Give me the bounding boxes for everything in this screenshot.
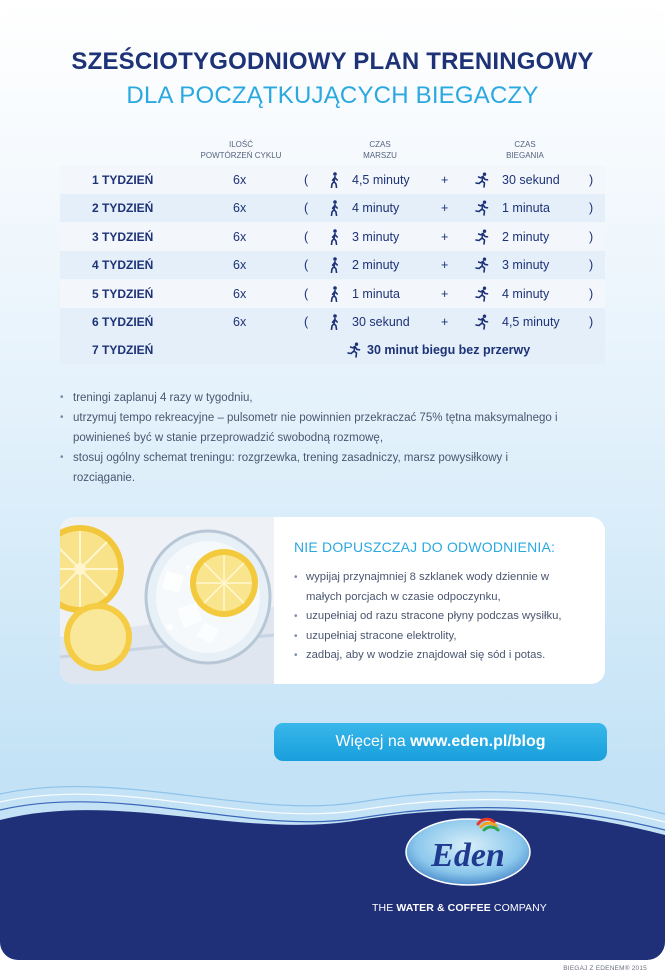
week-label: 3 TYDZIEŃ bbox=[92, 229, 154, 244]
hydration-title: NIE DOPUSZCZAJ DO ODWODNIENIA: bbox=[294, 539, 556, 555]
plus-sign: + bbox=[441, 173, 449, 187]
week-label: 5 TYDZIEŃ bbox=[92, 286, 154, 301]
week-label: 4 TYDZIEŃ bbox=[92, 258, 154, 273]
run-time: 3 minuty bbox=[502, 258, 550, 273]
water-glass-lemon-photo bbox=[60, 517, 274, 684]
walking-person-icon bbox=[328, 314, 342, 333]
week-label: 6 TYDZIEŃ bbox=[92, 314, 154, 329]
table-row bbox=[60, 223, 605, 251]
column-header-reps: ILOŚĆ POWTÓRZEŃ CYKLU bbox=[200, 140, 282, 160]
cta-link[interactable]: www.eden.pl/blog bbox=[410, 733, 546, 750]
reps-value: 6x bbox=[233, 201, 247, 216]
run-time: 1 minuta bbox=[502, 201, 550, 216]
hydration-item: • zadbaj, aby w wodzie znajdował się sód i potas. bbox=[294, 646, 594, 666]
running-person-icon bbox=[474, 257, 490, 276]
walk-time: 4 minuty bbox=[352, 201, 400, 216]
tip-item: • stosuj ogólny schemat treningu: rozgrzewka, trening zasadniczy, marsz powysiłkowy i rozciąganie. bbox=[60, 448, 560, 488]
table-row-final bbox=[60, 336, 605, 364]
open-paren: ( bbox=[304, 173, 309, 187]
running-person-icon bbox=[474, 172, 490, 191]
walking-person-icon bbox=[328, 172, 342, 191]
page-title: SZEŚCIOTYGODNIOWY PLAN TRENINGOWY bbox=[71, 48, 594, 75]
walk-time: 3 minuty bbox=[352, 229, 400, 244]
walk-time: 4,5 minuty bbox=[352, 173, 410, 187]
hydration-list bbox=[294, 568, 594, 666]
run-time: 4 minuty bbox=[502, 286, 550, 301]
cta-prefix: Więcej na bbox=[335, 733, 411, 750]
run-time: 30 sekund bbox=[502, 173, 560, 187]
running-person-icon bbox=[474, 286, 490, 305]
reps-value: 6x bbox=[233, 258, 247, 273]
close-paren: ) bbox=[589, 258, 594, 273]
hydration-item: • uzupełniaj stracone elektrolity, bbox=[294, 627, 594, 647]
brand-tagline: THE WATER & COFFEE COMPANY bbox=[372, 902, 547, 914]
running-person-icon bbox=[346, 342, 362, 361]
plus-sign: + bbox=[441, 229, 449, 244]
close-paren: ) bbox=[589, 229, 594, 244]
hydration-item: • wypijaj przynajmniej 8 szklanek wody dziennie w małych porcjach w czasie odpoczynku, bbox=[294, 568, 574, 607]
walking-person-icon bbox=[328, 257, 342, 276]
plus-sign: + bbox=[441, 258, 449, 273]
training-tips bbox=[60, 388, 620, 488]
hydration-card bbox=[60, 517, 605, 684]
open-paren: ( bbox=[304, 258, 309, 273]
copyright-note: BIEGAJ Z EDENEM® 2015 bbox=[563, 965, 647, 972]
week-label: 7 TYDZIEŃ bbox=[92, 343, 154, 358]
tip-item: • utrzymuj tempo rekreacyjne – pulsometr nie powinnien przekraczać 75% tętna maksymalnego i powinieneś być w stanie przeprowadzić swobodną rozmowę, bbox=[60, 408, 605, 448]
walking-person-icon bbox=[328, 229, 342, 248]
table-row bbox=[60, 194, 605, 222]
reps-value: 6x bbox=[233, 229, 247, 244]
blog-link-button[interactable] bbox=[274, 723, 607, 761]
plus-sign: + bbox=[441, 286, 449, 301]
open-paren: ( bbox=[304, 229, 309, 244]
reps-value: 6x bbox=[233, 314, 247, 329]
column-header-run: CZAS BIEGANIA bbox=[506, 140, 544, 160]
open-paren: ( bbox=[304, 201, 309, 216]
training-plan-table bbox=[60, 166, 605, 365]
page-subtitle: DLA POCZĄTKUJĄCYCH BIEGACZY bbox=[126, 82, 539, 109]
table-row bbox=[60, 280, 605, 308]
run-time: 4,5 minuty bbox=[502, 314, 560, 329]
walking-person-icon bbox=[328, 286, 342, 305]
plus-sign: + bbox=[441, 201, 449, 216]
close-paren: ) bbox=[589, 314, 594, 329]
table-row bbox=[60, 308, 605, 336]
running-person-icon bbox=[474, 200, 490, 219]
table-row bbox=[60, 166, 605, 194]
plus-sign: + bbox=[441, 314, 449, 329]
running-person-icon bbox=[474, 314, 490, 333]
week-label: 1 TYDZIEŃ bbox=[92, 173, 154, 187]
eden-logo bbox=[404, 816, 532, 886]
walk-time: 2 minuty bbox=[352, 258, 400, 273]
week-label: 2 TYDZIEŃ bbox=[92, 201, 154, 216]
open-paren: ( bbox=[304, 314, 309, 329]
open-paren: ( bbox=[304, 286, 309, 301]
table-row bbox=[60, 251, 605, 279]
close-paren: ) bbox=[589, 173, 594, 187]
final-row-text: 30 minut biegu bez przerwy bbox=[367, 343, 531, 358]
hydration-item: • uzupełniaj od razu stracone płyny podczas wysiłku, bbox=[294, 607, 594, 627]
walk-time: 30 sekund bbox=[352, 314, 410, 329]
running-person-icon bbox=[474, 229, 490, 248]
column-header-walk: CZAS MARSZU bbox=[363, 140, 397, 160]
logo-wordmark: Eden bbox=[431, 837, 505, 874]
walk-time: 1 minuta bbox=[352, 286, 400, 301]
tip-item: • treningi zaplanuj 4 razy w tygodniu, bbox=[60, 388, 620, 408]
reps-value: 6x bbox=[233, 286, 247, 301]
close-paren: ) bbox=[589, 201, 594, 216]
walking-person-icon bbox=[328, 200, 342, 219]
run-time: 2 minuty bbox=[502, 229, 550, 244]
footer-wave bbox=[0, 780, 665, 960]
close-paren: ) bbox=[589, 286, 594, 301]
reps-value: 6x bbox=[233, 173, 247, 187]
